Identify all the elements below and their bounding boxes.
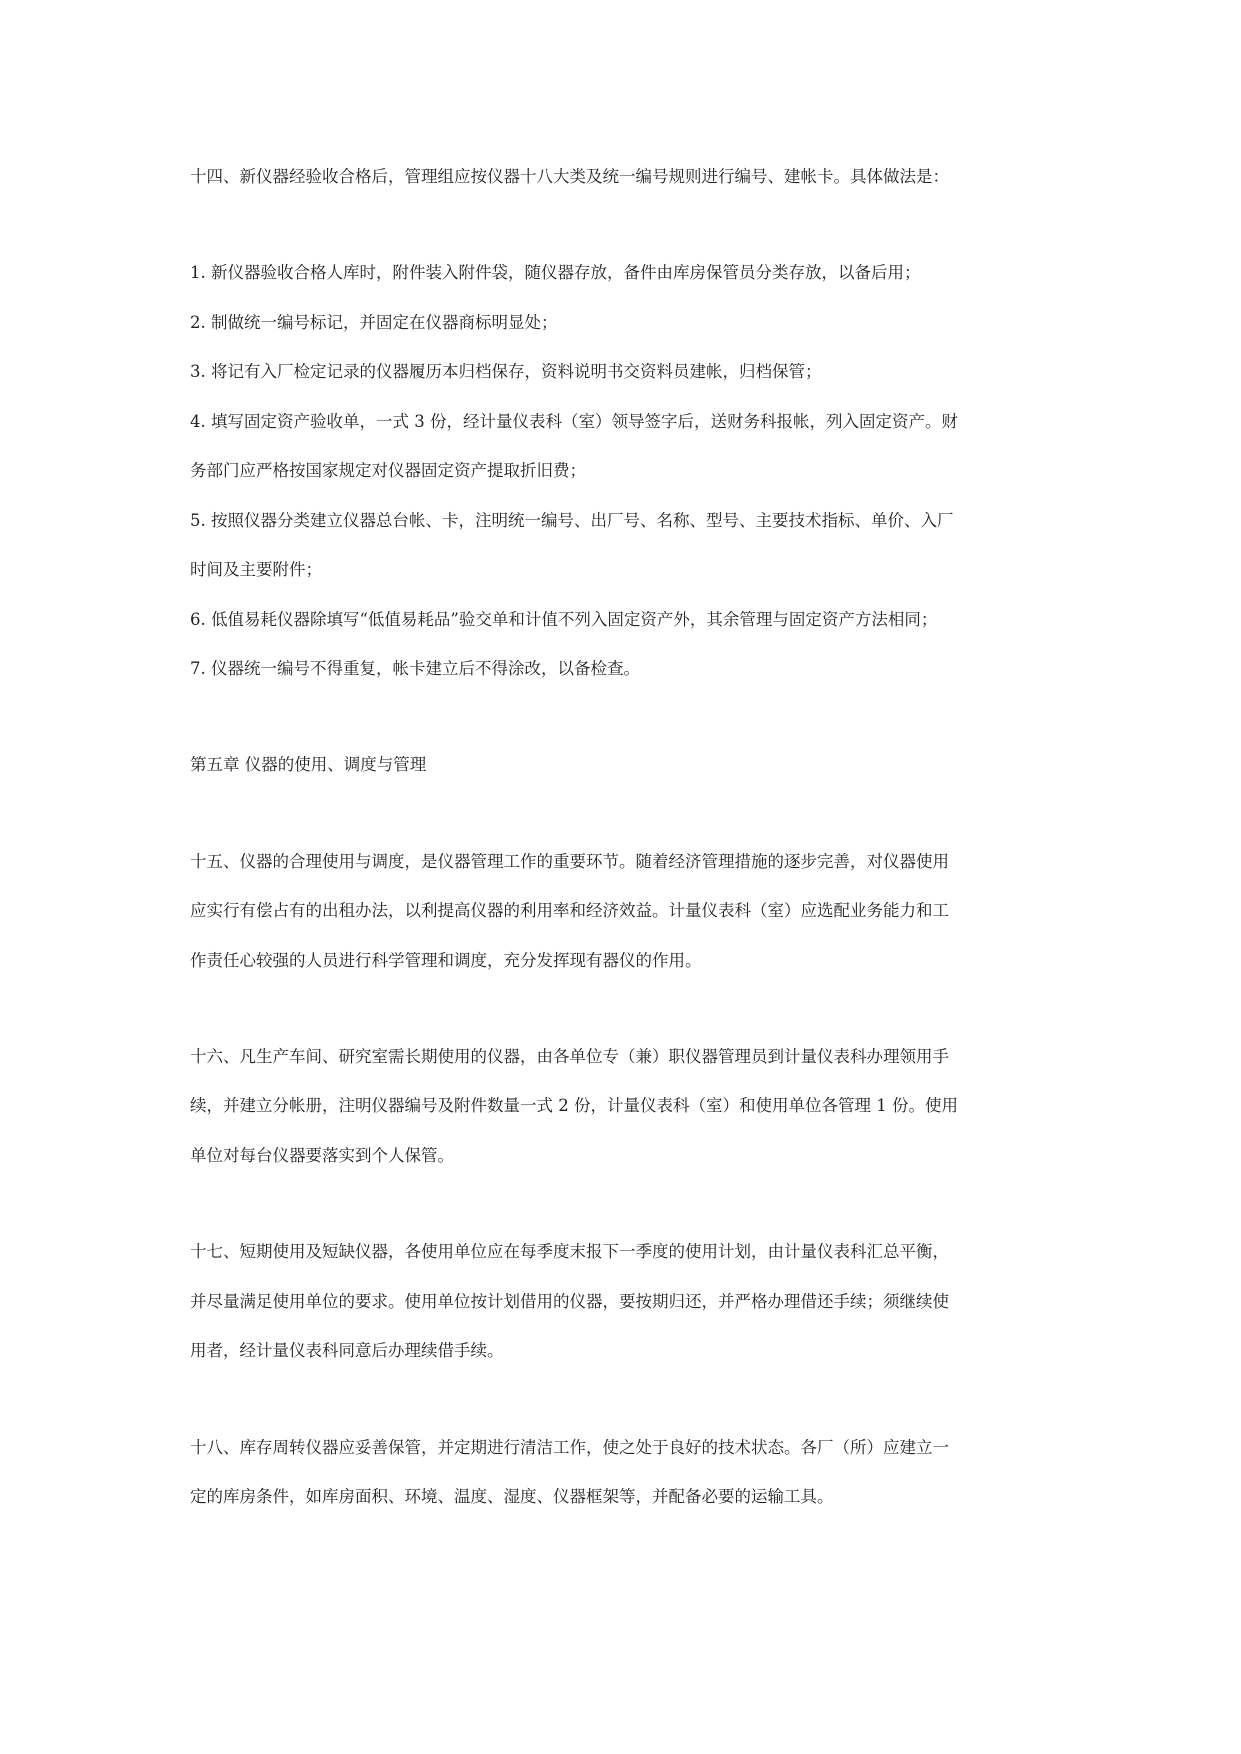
paragraph-15-line-2: 应实行有偿占有的出租办法，以利提高仪器的利用率和经济效益。计量仪表科（室）应选配业务能力和工 xyxy=(190,901,949,920)
list-item-5-line-1: 5. 按照仪器分类建立仪器总台帐、卡，注明统一编号、出厂号、名称、型号、主要技术指标、单价、入厂 xyxy=(190,511,954,530)
list-item-2: 2. 制做统一编号标记，并固定在仪器商标明显处； xyxy=(190,313,558,332)
paragraph-18-line-2: 定的库房条件，如库房面积、环境、温度、湿度、仪器框架等，并配备必要的运输工具。 xyxy=(190,1487,834,1506)
paragraph-15-line-1: 十五、仪器的合理使用与调度，是仪器管理工作的重要环节。随着经济管理措施的逐步完善，对仪器使用 xyxy=(190,852,949,871)
paragraph-17-line-2: 并尽量满足使用单位的要求。使用单位按计划借用的仪器，要按期归还，并严格办理借还手续；须继续使 xyxy=(190,1292,949,1311)
section-14-heading: 十四、新仪器经验收合格后，管理组应按仪器十八大类及统一编号规则进行编号、建帐卡。具体做法是： xyxy=(190,167,949,186)
list-item-3: 3. 将记有入厂检定记录的仪器履历本归档保存，资料说明书交资料员建帐，归档保管； xyxy=(190,362,822,381)
paragraph-17-line-3: 用者，经计量仪表科同意后办理续借手续。 xyxy=(190,1341,504,1360)
list-item-7: 7. 仪器统一编号不得重复，帐卡建立后不得涂改，以备检查。 xyxy=(190,659,640,678)
chapter-5-title: 第五章 仪器的使用、调度与管理 xyxy=(190,755,427,774)
paragraph-18-line-1: 十八、库存周转仪器应妥善保管，并定期进行清洁工作，使之处于良好的技术状态。各厂（所）应建立一 xyxy=(190,1438,949,1457)
list-item-5-line-2: 时间及主要附件； xyxy=(190,560,322,579)
list-item-6: 6. 低值易耗仪器除填写“低值易耗品”验交单和计值不列入固定资产外，其余管理与固定资产方法相同； xyxy=(190,610,938,629)
paragraph-16-line-1: 十六、凡生产车间、研究室需长期使用的仪器，由各单位专（兼）职仪器管理员到计量仪表科办理领用手 xyxy=(190,1047,949,1066)
paragraph-15-line-3: 作责任心较强的人员进行科学管理和调度，充分发挥现有器仪的作用。 xyxy=(190,951,702,970)
list-item-4-line-2: 务部门应严格按国家规定对仪器固定资产提取折旧费； xyxy=(190,461,586,480)
paragraph-16-line-2: 续，并建立分帐册，注明仪器编号及附件数量一式 2 份，计量仪表科（室）和使用单位各管理 1 份。使用 xyxy=(190,1096,958,1115)
list-item-4-line-1: 4. 填写固定资产验收单，一式 3 份，经计量仪表科（室）领导签字后，送财务科报帐，列入固定资产。财 xyxy=(190,412,958,431)
paragraph-16-line-3: 单位对每台仪器要落实到个人保管。 xyxy=(190,1146,454,1165)
list-item-1: 1. 新仪器验收合格人库时，附件装入附件袋，随仪器存放，备件由库房保管员分类存放，以备后用； xyxy=(190,263,921,282)
paragraph-17-line-1: 十七、短期使用及短缺仪器，各使用单位应在每季度末报下一季度的使用计划，由计量仪表科汇总平衡， xyxy=(190,1242,949,1261)
